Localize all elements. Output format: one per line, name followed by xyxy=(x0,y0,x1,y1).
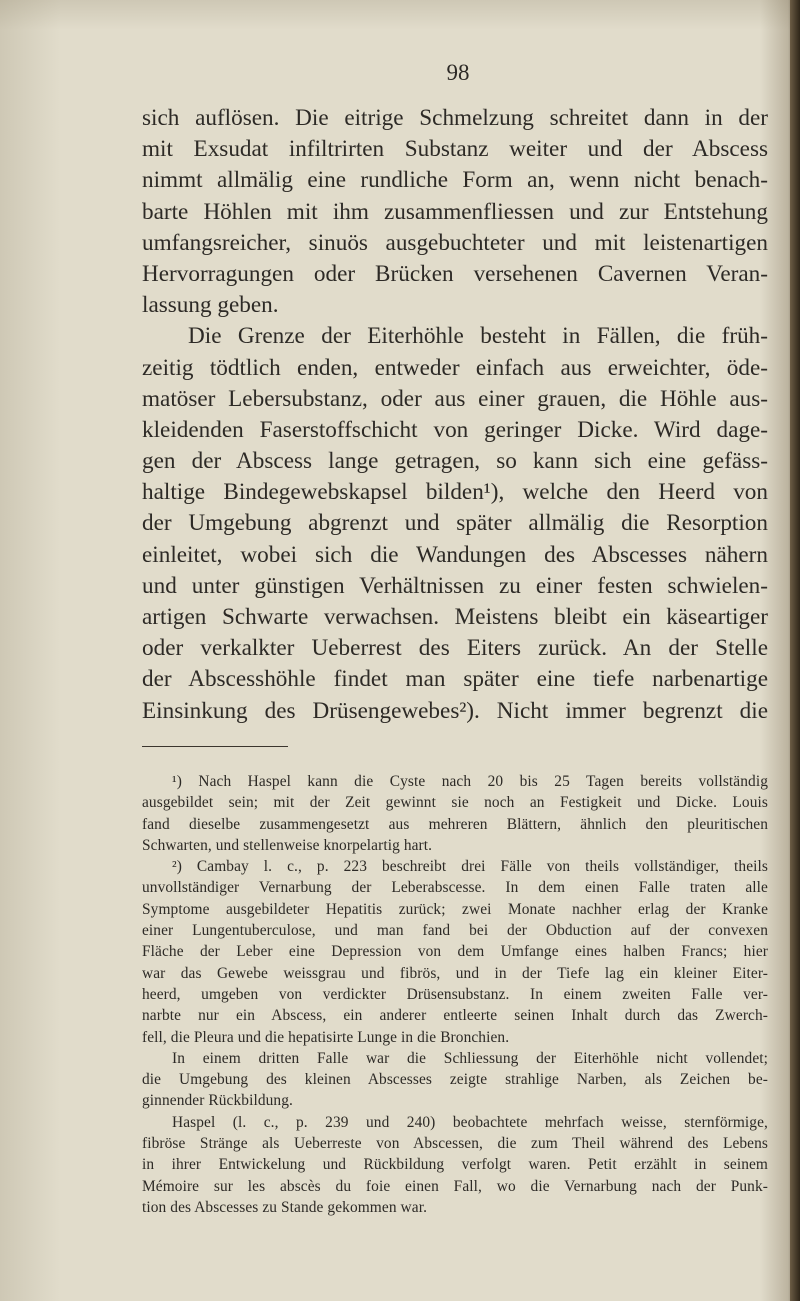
footnote-line: war das Gewebe weissgrau und fibrös, und in der Tiefe lag ein kleiner Eiter- xyxy=(142,964,768,982)
footnote-line: Symptome ausgebildeter Hepatitis zurück; zwei Monate nachher erlag der Kranke xyxy=(142,900,768,918)
text-line: sich auflösen. Die eitrige Schmelzung schreitet dann in der xyxy=(142,105,768,131)
text-line: und unter günstigen Verhältnissen zu einer festen schwielen- xyxy=(142,572,768,599)
text-line: kleidenden Faserstoffschicht von geringer Dicke. Wird dage- xyxy=(142,416,768,443)
footnote-line: In einem dritten Falle war die Schliessung der Eiterhöhle nicht vollendet; xyxy=(172,1049,768,1067)
text-line: zeitig tödtlich enden, entweder einfach aus erweichter, öde- xyxy=(142,354,768,381)
footnote-line: fibröse Stränge als Ueberreste von Abscessen, die zum Theil während des Lebens xyxy=(142,1135,768,1153)
text-line: Hervorragungen oder Brücken versehenen Cavernen Veran- xyxy=(142,260,768,287)
footnote-line: ausgebildet sein; mit der Zeit gewinnt sie noch an Festigkeit und Dicke. Louis xyxy=(142,794,768,812)
footnote-divider xyxy=(142,746,288,747)
text-line: lassung geben. xyxy=(142,292,279,319)
footnote-line: fell, die Pleura und die hepatisirte Lunge in die Bronchien. xyxy=(142,1028,510,1046)
footnote-line: einer Lungentuberculose, und man fand bei der Obduction auf der convexen xyxy=(142,922,768,940)
footnote-line: Fläche der Leber eine Depression von dem Umfange eines halben Francs; hier xyxy=(142,943,768,961)
text-line: mit Exsudat infiltrirten Substanz weiter und der Abscess xyxy=(142,136,768,163)
text-line: Einsinkung des Drüsengewebes²). Nicht immer begrenzt die xyxy=(142,697,768,724)
text-line: matöser Lebersubstanz, oder aus einer grauen, die Höhle aus- xyxy=(142,385,768,412)
footnote-line: ginnender Rückbildung. xyxy=(142,1092,293,1110)
footnote-line: fand dieselbe zusammengesetzt aus mehreren Blättern, ähnlich den pleuritischen xyxy=(142,815,768,833)
footnote-line: tion des Abscesses zu Stande gekommen war. xyxy=(142,1198,428,1216)
footnote-line: narbte nur ein Abscess, ein anderer entleerte seinen Inhalt durch das Zwerch- xyxy=(142,1007,768,1025)
text-line: nimmt allmälig eine rundliche Form an, wenn nicht benach- xyxy=(142,167,768,194)
footnote-line: in ihrer Entwickelung und Rückbildung verfolgt waren. Petit erzählt in seinem xyxy=(142,1156,768,1174)
footnotes xyxy=(142,771,768,1218)
text-line: gen der Abscess lange getragen, so kann sich eine gefäss- xyxy=(142,448,768,475)
page-number: 98 xyxy=(446,60,470,85)
footnote-line: ²) Cambay l. c., p. 223 beschreibt drei Fälle von theils vollständiger, theils xyxy=(172,858,768,876)
text-line: artigen Schwarte verwachsen. Meistens bleibt ein käseartiger xyxy=(142,604,768,630)
footnote-line: ¹) Nach Haspel kann die Cyste nach 20 bis 25 Tagen bereits vollständig xyxy=(172,773,768,790)
text-line: Die Grenze der Eiterhöhle besteht in Fällen, die früh- xyxy=(188,323,768,350)
text-line: oder verkalkter Ueberrest des Eiters zurück. An der Stelle xyxy=(142,635,768,662)
main-text xyxy=(142,103,768,727)
footnote-line: die Umgebung des kleinen Abscesses zeigte strahlige Narben, als Zeichen be- xyxy=(142,1071,768,1089)
text-line: barte Höhlen mit ihm zusammenfliessen und zur Entstehung xyxy=(142,198,768,225)
text-line: der Abscesshöhle findet man später eine tiefe narbenartige xyxy=(142,666,768,693)
footnote-line: Mémoire sur les abscès du foie einen Fall, wo die Vernarbung nach der Punk- xyxy=(142,1177,768,1195)
text-line: einleitet, wobei sich die Wandungen des Abscesses nähern xyxy=(142,541,768,568)
text-line: umfangsreicher, sinuös ausgebuchteter und mit leistenartigen xyxy=(142,229,768,256)
footnote-line: Schwarten, und stellenweise knorpelartig hart. xyxy=(142,836,433,854)
footnote-line: heerd, umgeben von verdickter Drüsensubstanz. In einem zweiten Falle ver- xyxy=(142,985,768,1003)
footnote-line: unvollständiger Vernarbung der Leberabscesse. In dem einen Falle traten alle xyxy=(142,879,768,897)
footnote-line: Haspel (l. c., p. 239 und 240) beobachtete mehrfach weisse, sternförmige, xyxy=(172,1113,768,1131)
text-line: der Umgebung abgrenzt und später allmälig die Resorption xyxy=(142,510,768,537)
text-line: haltige Bindegewebskapsel bilden¹), welche den Heerd von xyxy=(142,479,768,506)
book-spine-shadow xyxy=(790,0,800,1301)
